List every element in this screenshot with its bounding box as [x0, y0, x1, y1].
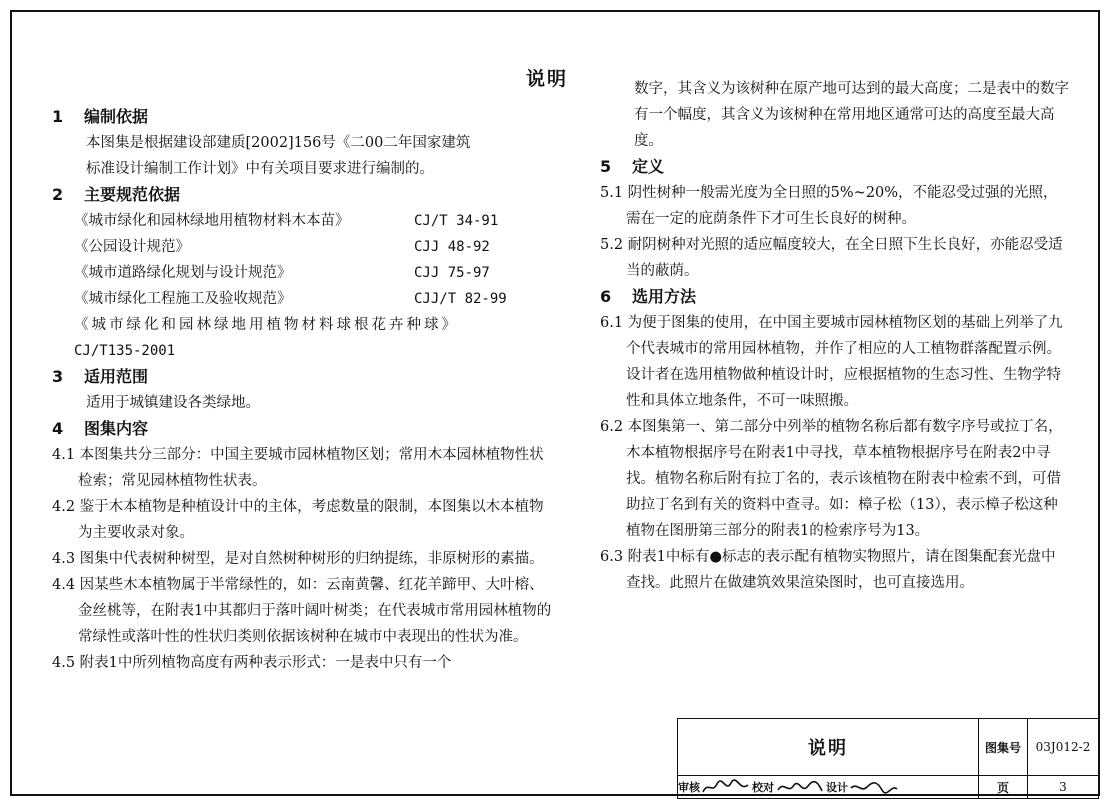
checker-signature	[774, 778, 826, 796]
design-label: 设计	[826, 781, 848, 794]
clause-6-2: 6.2 本图集第一、第二部分中列举的植物名称后都有数字序号或拉丁名，木本植物根据序号在附表1中寻找，草本植物根据序号在附表2中寻找。植物名称后附有拉丁名的，表示该植物在附表中检索不到，可借助拉丁名到有关的资料中查寻。如：樟子松（13），表示樟子松这种植物在图册第三部分的附表1的检索序号为13。	[600, 419, 1063, 539]
clause-6-1: 6.1 为便于图集的使用，在中国主要城市园林植物区划的基础上列举了九个代表城市的常用园林植物，并作了相应的人工植物群落配置示例。设计者在选用植物做种植设计时，应根据植物的生态习性、生物学特性和具体立地条件，不可一味照搬。	[600, 315, 1063, 409]
signature-row	[678, 776, 979, 799]
standard-row: 《城市道路绿化规划与设计规范》 CJJ 75-97	[74, 265, 490, 281]
standard-row: 《城市绿化和园林绿地用植物材料木本苗》 CJ/T 34-91	[74, 213, 499, 229]
check-label: 校对	[752, 781, 774, 794]
reviewer-signature	[700, 778, 752, 796]
title-block	[677, 718, 1099, 799]
page-title: 说明	[526, 68, 569, 90]
standard-long-name: 《城市绿化和园林绿地用植物材料球根花卉种球》	[74, 317, 459, 333]
clause-4-1: 4.1 本图集共分三部分：中国主要城市园林植物区划；常用木本园林植物性状检索；常见园林植物性状表。	[52, 447, 544, 489]
designer-signature	[848, 778, 900, 796]
standard-row: 《公园设计规范》 CJJ 48-92	[74, 239, 490, 255]
section-heading-2: 2 主要规范依据	[52, 185, 181, 204]
section-heading-3: 3 适用范围	[52, 367, 149, 386]
paragraph-line: 本图集是根据建设部建质[2002]156号《二00二年国家建筑	[86, 135, 471, 151]
atlas-number-label: 图集号	[979, 719, 1028, 776]
right-column	[600, 76, 1070, 596]
review-label: 审核	[678, 781, 700, 794]
page-label: 页	[979, 776, 1028, 799]
clause-4-5: 4.5 附表1中所列植物高度有两种表示形式：一是表中只有一个	[52, 655, 452, 671]
paragraph-line: 标准设计编制工作计划》中有关项目要求进行编制的。	[86, 161, 434, 177]
clause-4-4: 4.4 因某些木本植物属于半常绿性的，如：云南黄馨、红花羊蹄甲、大叶榕、金丝桃等，在附表1中其都归于落叶阔叶树类；在代表城市常用园林植物的常绿性或落叶性的性状归类则依据该树种在城市中表现出的性状为准。	[52, 577, 552, 645]
clause-5-2: 5.2 耐阴树种对光照的适应幅度较大，在全日照下生长良好，亦能忍受适当的蔽荫。	[600, 237, 1063, 279]
page-number: 3	[1028, 776, 1099, 799]
standard-long-code: CJ/T135-2001	[74, 343, 176, 359]
clause-4-2: 4.2 鉴于木本植物是种植设计中的主体，考虑数量的限制，本图集以木本植物为主要收录对象。	[52, 499, 544, 541]
clause-4-3: 4.3 图集中代表树种树型，是对自然树种树形的归纳提练，非原树形的素描。	[52, 551, 544, 567]
section-heading-1: 1 编制依据	[52, 107, 149, 126]
section-heading-4: 4 图集内容	[52, 419, 149, 438]
paragraph-line: 适用于城镇建设各类绿地。	[86, 395, 260, 411]
section-heading-5: 5 定义	[600, 157, 665, 176]
section-heading-6: 6 选用方法	[600, 287, 697, 306]
title-block-title: 说明	[678, 719, 979, 776]
clause-4-5-continued: 数字，其含义为该树种在原产地可达到的最大高度；二是表中的数字有一个幅度，其含义为该树种在常用地区通常可达的高度至最大高度。	[634, 81, 1069, 149]
atlas-number: 03J012-2	[1028, 719, 1099, 776]
left-column	[52, 104, 552, 676]
clause-5-1: 5.1 阴性树种一般需光度为全日照的5%~20%，不能忍受过强的光照，需在一定的庇荫条件下才可生长良好的树种。	[600, 185, 1058, 227]
clause-6-3: 6.3 附表1中标有●标志的表示配有植物实物照片，请在图集配套光盘中查找。此照片在做建筑效果渲染图时，也可直接选用。	[600, 549, 1056, 591]
standard-row: 《城市绿化工程施工及验收规范》 CJJ/T 82-99	[74, 291, 507, 307]
